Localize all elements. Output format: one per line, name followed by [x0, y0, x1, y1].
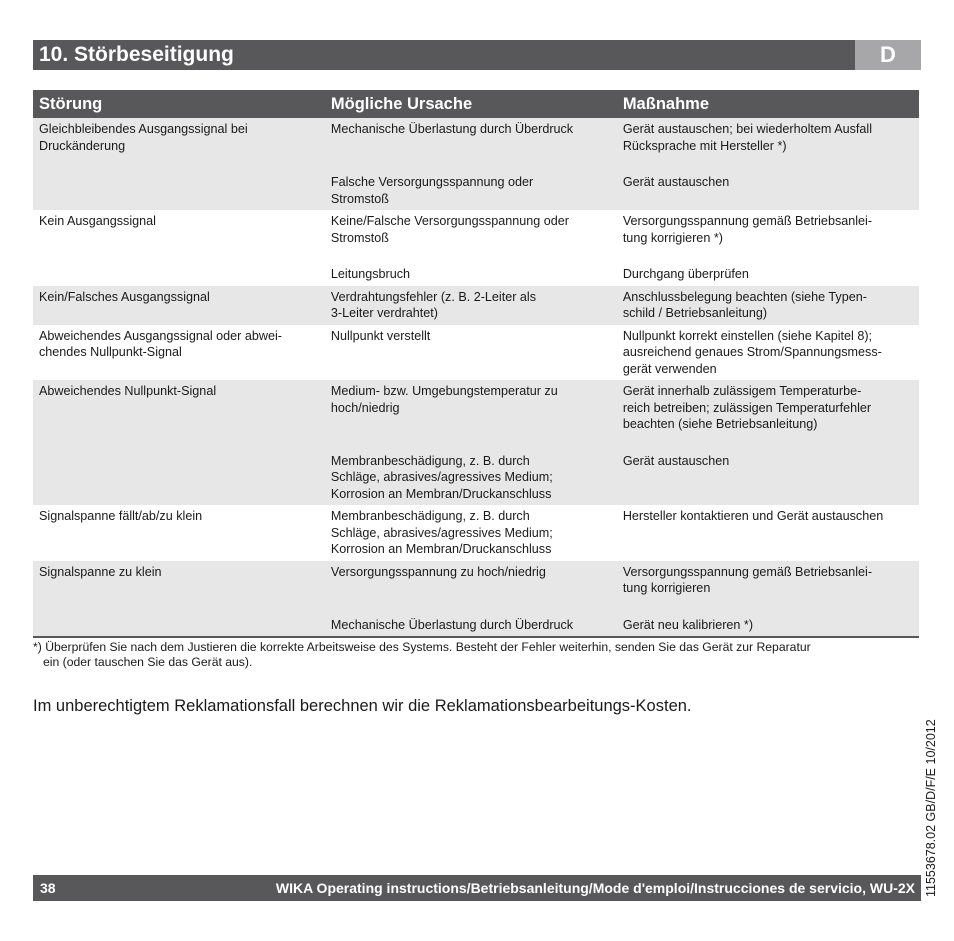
cell-measure: Versorgungsspannung gemäß Betriebsanlei- tung korrigieren: [617, 561, 919, 600]
cell-cause: Membranbeschädigung, z. B. durch Schläge, abrasives/agressives Medium; Korrosion an Membran/Druckanschluss: [325, 436, 617, 506]
table-row: [33, 436, 919, 506]
cell-fault: Kein/Falsches Ausgangssignal: [33, 286, 325, 325]
cell-fault: Signalspanne fällt/ab/zu klein: [39, 509, 203, 523]
language-tab: D: [855, 40, 921, 70]
cell-cause: Mechanische Überlastung durch Überdruck: [325, 600, 617, 638]
table-row: [33, 600, 919, 638]
cell-measure: Nullpunkt korrekt einstellen (siehe Kapitel 8); ausreichend genaues Strom/Spannungsmess- gerät verwenden: [622, 328, 882, 376]
cell-measure: Gerät austauschen: [617, 157, 919, 210]
cell-measure: Gerät innerhalb zulässigem Temperaturbe- reich betreiben; zulässigen Temperaturfehler beachten (siehe Betriebsanleitung): [617, 380, 919, 436]
page-number: 38: [40, 880, 56, 896]
table-row: [33, 380, 919, 436]
cell-cause: Versorgungsspannung zu hoch/niedrig: [325, 561, 617, 600]
column-header-fault: Störung: [33, 90, 325, 118]
footnote-line: ein (oder tauschen Sie das Gerät aus).: [43, 655, 253, 669]
section-title: 10. Störbeseitigung: [39, 43, 234, 66]
page-footer: [33, 875, 921, 901]
cell-fault: Gleichbleibendes Ausgangssignal bei Druckänderung: [33, 118, 325, 157]
table-body: [33, 118, 919, 637]
table-header-row: [33, 90, 919, 118]
table-row: [33, 210, 919, 249]
table-row: [33, 249, 919, 286]
cell-cause: Nullpunkt verstellt: [330, 328, 431, 343]
footnote: [33, 640, 923, 670]
cell-cause: Medium- bzw. Umgebungstemperatur zu hoch/niedrig: [325, 380, 617, 436]
cell-cause: Keine/Falsche Versorgungsspannung oder Stromstoß: [330, 214, 569, 245]
cell-measure: Versorgungsspannung gemäß Betriebsanlei- tung korrigieren *): [622, 214, 873, 245]
cell-cause: Membranbeschädigung, z. B. durch Schläge, abrasives/agressives Medium; Korrosion an Membran/Druckanschluss: [330, 509, 553, 556]
footer-title: WIKA Operating instructions/Betriebsanleitung/Mode d'emploi/Instrucciones de servicio, WU-2X: [275, 880, 915, 896]
cell-cause: Falsche Versorgungsspannung oder Stromstoß: [325, 157, 617, 210]
table-row: [33, 286, 919, 325]
column-header-measure: Maßnahme: [617, 90, 919, 118]
cell-measure: Gerät neu kalibrieren *): [617, 600, 919, 638]
column-header-cause: Mögliche Ursache: [325, 90, 617, 118]
troubleshooting-table: [33, 90, 919, 638]
cell-fault: [33, 600, 325, 638]
table-row: [33, 505, 919, 561]
complaint-notice: Im unberechtigtem Reklamationsfall berechnen wir die Reklamationsbearbeitungs-Kosten.: [33, 697, 692, 715]
table-row: [33, 325, 919, 381]
cell-cause: Mechanische Überlastung durch Überdruck: [325, 118, 617, 157]
document-code: 11553678.02 GB/D/F/E 10/2012: [924, 719, 938, 897]
cell-fault: Abweichendes Ausgangssignal oder abwei- chendes Nullpunkt-Signal: [39, 328, 282, 359]
cell-fault: Kein Ausgangssignal: [39, 214, 156, 228]
cell-fault: Signalspanne zu klein: [33, 561, 325, 600]
cell-measure: Durchgang überprüfen: [622, 267, 749, 281]
table-row: [33, 157, 919, 210]
cell-fault: [33, 157, 325, 210]
footnote-line: *) Überprüfen Sie nach dem Justieren die korrekte Arbeitsweise des Systems. Besteht der Fehler weiterhin, senden Sie das Gerät zur Reparatur: [33, 640, 811, 654]
cell-measure: Gerät austauschen; bei wiederholtem Ausfall Rücksprache mit Hersteller *): [617, 118, 919, 157]
cell-measure: Hersteller kontaktieren und Gerät austauschen: [622, 509, 884, 523]
table-row: [33, 561, 919, 600]
cell-fault: Abweichendes Nullpunkt-Signal: [33, 380, 325, 436]
section-header: [33, 40, 921, 70]
table-row: [33, 118, 919, 157]
cell-fault: [33, 249, 325, 286]
cell-measure: Gerät austauschen: [617, 436, 919, 506]
cell-measure: Anschlussbelegung beachten (siehe Typen- schild / Betriebsanleitung): [617, 286, 919, 325]
cell-fault: [33, 436, 325, 506]
cell-cause: Leitungsbruch: [330, 267, 411, 281]
cell-cause: Verdrahtungsfehler (z. B. 2-Leiter als 3-Leiter verdrahtet): [325, 286, 617, 325]
